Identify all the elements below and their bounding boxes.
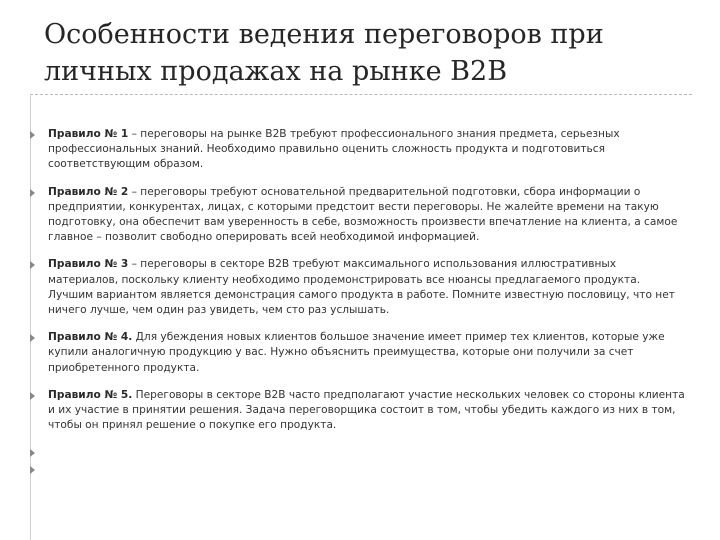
rule-heading: Правило № 5. — [48, 388, 133, 401]
rule-text: Для убеждения новых клиентов большое значение имеет пример тех клиентов, которые уже купили аналогичную продукцию у вас. Нужно объяснить преимущества, которые они получили за счет приобретенного продукта. — [48, 331, 665, 374]
triangle-bullet-icon — [30, 131, 35, 139]
title-divider — [30, 94, 692, 95]
triangle-bullet-icon — [30, 466, 35, 474]
triangle-bullet-icon — [30, 334, 35, 342]
rule-heading: Правило № 4. — [48, 331, 133, 344]
slide-title — [44, 16, 684, 90]
rules-list — [28, 127, 688, 479]
rule-text: – переговоры на рынке B2B требуют профессионального знания предмета, серьезных профессиональных знаний. Необходимо правильно оценить сложность продукта и подготовиться соответствующим образом. — [48, 128, 620, 171]
list-item-rule-2 — [28, 185, 688, 246]
triangle-bullet-icon — [30, 449, 35, 457]
list-item-rule-5 — [28, 388, 688, 434]
list-item-rule-1 — [28, 127, 688, 173]
triangle-bullet-icon — [30, 392, 35, 400]
rule-heading: Правило № 3 — [48, 258, 129, 271]
rule-heading: Правило № 2 — [48, 185, 129, 198]
list-item-empty — [28, 462, 688, 476]
list-item-rule-3 — [28, 257, 688, 318]
rule-text: Переговоры в секторе B2B часто предполагают участие нескольких человек со стороны клиента и их участие в принятии решения. Задача переговорщика состоит в том, чтобы убедить каждого из них в том, чтобы он принял решение о покупке его продукта. — [48, 388, 685, 432]
rule-text: – переговоры требуют основательной предварительной подготовки, сбора информации о предприятии, конкурентах, лицах, с которыми предстоит вести переговоры. Не жалейте времени на такую подготовку, она обеспечит вам уверенность в себе, возможность произвести впечатление на клиента, а самое главное – позволит свободно оперировать всей необходимой информацией. — [48, 185, 678, 244]
slide-title-line-2: личных продажах на рынке B2B — [44, 56, 508, 87]
list-item-rule-4 — [28, 330, 688, 376]
rule-text: – переговоры в секторе B2B требуют максимального использования иллюстративных материалов, поскольку клиенту необходимо продемонстрировать все нюансы предлагаемого продукта. Лучшим вариантом является демонстрация самого продукта в работе. Помните известную пословицу, что нет ничего лучше, чем один раз увидеть, чем сто раз услышать. — [48, 258, 675, 317]
triangle-bullet-icon — [30, 261, 35, 269]
list-item-empty — [28, 445, 688, 459]
triangle-bullet-icon — [30, 189, 35, 197]
rule-heading: Правило № 1 — [48, 128, 129, 140]
slide-title-line-1: Особенности ведения переговоров при — [44, 19, 604, 50]
